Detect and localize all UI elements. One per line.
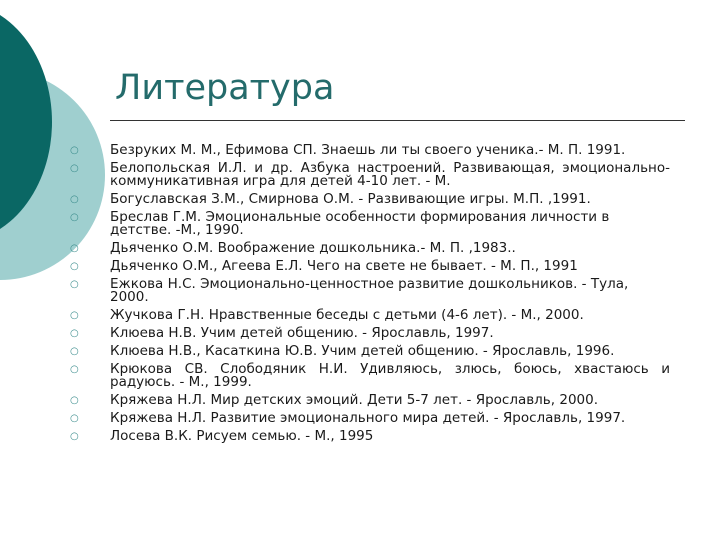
reference-item [70,412,670,425]
reference-text: Лосева В.К. Рисуем семью. - М., 1995 [110,428,374,444]
bullet-icon: ○ [70,279,79,290]
reference-text: Жучкова Г.Н. Нравственные беседы с детьми (4-6 лет). - М., 2000. [110,307,584,323]
reference-text: Дьяченко О.М., Агеева Е.Л. Чего на свете не бывает. - М. П., 1991 [110,258,578,274]
reference-text: Кряжева Н.Л. Мир детских эмоций. Дети 5-7 лет. - Ярославль, 2000. [110,392,598,408]
bullet-icon: ○ [70,163,79,174]
slide-title: Литература [115,68,335,108]
reference-text: Ежкова Н.С. Эмоционально-ценностное развитие дошкольников. - Тула, 2000. [110,276,629,305]
reference-item [70,144,670,157]
bullet-icon: ○ [70,328,79,339]
bullet-icon: ○ [70,145,79,156]
reference-text: Бреслав Г.М. Эмоциональные особенности формирования личности в детстве. -М., 1990. [110,209,610,238]
reference-item [70,242,670,255]
bullet-icon: ○ [70,395,79,406]
bullet-icon: ○ [70,243,79,254]
reference-list [70,144,670,448]
reference-text: Богуславская З.М., Смирнова О.М. - Развивающие игры. М.П. ,1991. [110,191,591,207]
bullet-icon: ○ [70,310,79,321]
title-divider [110,120,685,121]
bullet-icon: ○ [70,413,79,424]
bullet-icon: ○ [70,194,79,205]
reference-item [70,260,670,273]
reference-item [70,327,670,340]
reference-text: Клюева Н.В., Касаткина Ю.В. Учим детей общению. - Ярославль, 1996. [110,343,615,359]
reference-text: Дьяченко О.М. Воображение дошкольника.- М. П. ,1983.. [110,240,516,256]
reference-text: Белопольская И.Л. и др. Азбука настроений. Развивающая, эмоционально-коммуникативная игра для детей 4-10 лет. - М. [110,160,670,189]
reference-text: Кряжева Н.Л. Развитие эмоционального мира детей. - Ярославль, 1997. [110,410,626,426]
reference-text: Крюкова СВ. Слободяник Н.И. Удивляюсь, злюсь, боюсь, хвастаюсь и радуюсь. - М., 1999. [110,361,670,390]
reference-item [70,193,670,206]
bullet-icon: ○ [70,346,79,357]
reference-text: Клюева Н.В. Учим детей общению. - Ярославль, 1997. [110,325,494,341]
reference-item [70,278,670,304]
reference-item [70,363,670,389]
reference-item [70,394,670,407]
reference-item [70,309,670,322]
bullet-icon: ○ [70,261,79,272]
reference-item [70,430,670,443]
reference-text: Безруких М. М., Ефимова СП. Знаешь ли ты своего ученика.- М. П. 1991. [110,142,626,158]
reference-item [70,345,670,358]
reference-item [70,162,670,188]
reference-item [70,211,670,237]
bullet-icon: ○ [70,364,79,375]
bullet-icon: ○ [70,212,79,223]
bullet-icon: ○ [70,431,79,442]
